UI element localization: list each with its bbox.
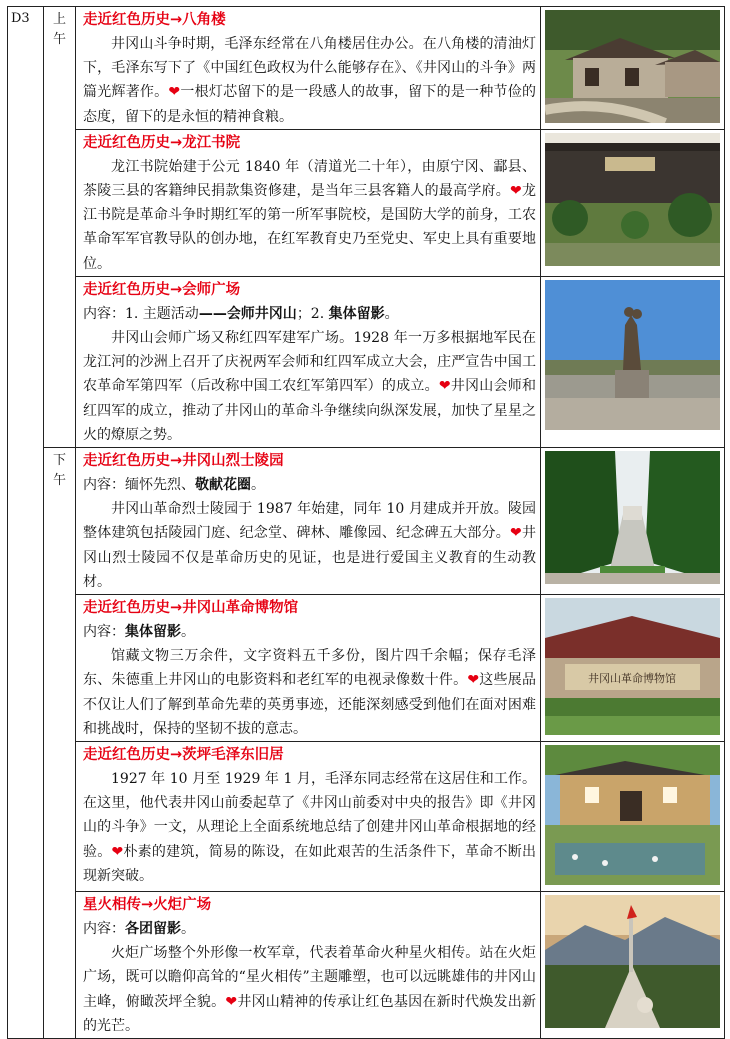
entry-title: 走近红色历史→井冈山革命博物馆: [83, 600, 299, 617]
entry-text-1: [76, 7, 541, 130]
entry-title: 走近红色历史→会师广场: [83, 281, 241, 298]
entry-photo-cell-2: [541, 129, 725, 276]
itinerary-table: [7, 6, 725, 1039]
entry-title: 走近红色历史→龙江书院: [83, 134, 241, 151]
former-residence-photo: [545, 745, 720, 885]
entry-body: 馆藏文物三万余件，文字资料五千多份，图片四千余幅；保存毛泽东、朱德重上井冈山的电影资料和老红军的电视录像数十件。❤这些展品不仅让人们了解到革命先辈的英勇事迹，还能深刻感受到他们在面对困难和挑战时，保持的坚韧不拔的意志。: [83, 648, 536, 737]
entry-photo-cell-5: [541, 595, 725, 742]
academy-courtyard-photo: [545, 133, 720, 266]
museum-entrance-photo: [545, 598, 720, 735]
entry-text-2: [76, 129, 541, 276]
torch-plaza-photo: [545, 895, 720, 1028]
entry-content-line: 内容：缅怀先烈、敬献花圈。: [83, 477, 265, 494]
museum-sign-text: 井冈山革命博物馆: [588, 672, 676, 686]
heart-icon: ❤: [510, 183, 522, 200]
entry-text-4: [76, 448, 541, 595]
entry-body: 1927 年 10 月至 1929 年 1 月，毛泽东同志经常在这居住和工作。在这里，他代表井冈山前委起草了《井冈山前委对中央的报告》即《井冈山的斗争》一文，从理论上全面系统地总结了创建井冈山革命根据地的经验。❤朴素的建筑，简易的陈设，在如此艰苦的生活条件下，革命不断出现新突破。: [83, 771, 536, 884]
entry-photo-cell-3: [541, 276, 725, 447]
heart-icon: ❤: [510, 525, 522, 542]
entry-text-7: [76, 892, 541, 1039]
old-house-photo: [545, 10, 720, 123]
entry-text-6: [76, 742, 541, 892]
day-cell: D3: [8, 7, 44, 1039]
heart-icon: ❤: [438, 378, 451, 395]
entry-body: 井冈山革命烈士陵园于 1987 年始建，同年 10 月建成并开放。陵园整体建筑包括陵园门庭、纪念堂、碑林、雕像园、纪念碑五大部分。❤井冈山烈士陵园不仅是革命历史的见证，也是进行爱国主义教育的生动教材。: [83, 501, 536, 590]
afternoon-cell: [44, 448, 76, 1039]
entry-title: 星火相传→火炬广场: [83, 897, 212, 914]
heart-icon: ❤: [225, 993, 238, 1010]
entry-photo-cell-6: [541, 742, 725, 892]
entry-body: 井冈山斗争时期，毛泽东经常在八角楼居住办公。在八角楼的清油灯下，毛泽东写下了《中国红色政权为什么能够存在》、《井冈山的斗争》两篇光辉著作。❤一根灯芯留下的是一段感人的故事，留下的是一种节俭的态度，留下的是永恒的精神食粮。: [83, 36, 536, 125]
entry-text-5: [76, 595, 541, 742]
morning-cell: [44, 7, 76, 448]
heart-icon: ❤: [467, 672, 480, 689]
heart-icon: ❤: [168, 84, 181, 101]
entry-body: 井冈山会师广场又称红四军建军广场。1928 年一万多根据地军民在龙江河的沙洲上召开了庆祝两军会师和红四军成立大会，庄严宣告中国工农革命军第四军（后改称中国工农红军第四军）的成立。❤井冈山会师和红四军的成立，推动了井冈山的革命斗争继续向纵深发展，加快了星星之火的燎原之势。: [83, 330, 536, 443]
entry-content-line: 内容：1. 主题活动——会师井冈山；2. 集体留影。: [83, 305, 399, 322]
cemetery-steps-photo: [545, 451, 720, 584]
entry-body: 龙江书院始建于公元 1840 年（清道光二十年），由原宁冈、酃县、茶陵三县的客籍绅民捐款集资修建，是当年三县客籍人的最高学府。❤龙江书院是革命斗争时期红军的第一所军事院校，是国防大学的前身，工农革命军军官教导队的创办地，在红军教育史乃至党史、军史上具有重要地位。: [83, 158, 536, 272]
entry-photo-cell-7: [541, 892, 725, 1039]
heart-icon: ❤: [111, 843, 124, 860]
afternoon-label: 下午: [53, 453, 67, 489]
entry-content-line: 内容：各团留影。: [83, 921, 195, 938]
entry-photo-cell-1: [541, 7, 725, 130]
entry-title: 走近红色历史→茨坪毛泽东旧居: [83, 747, 284, 764]
morning-label: 上午: [53, 12, 67, 47]
entry-text-3: [76, 276, 541, 447]
entry-title: 走近红色历史→八角楼: [83, 12, 226, 28]
entry-title: 走近红色历史→井冈山烈士陵园: [83, 453, 284, 470]
entry-content-line: 内容：集体留影。: [83, 624, 195, 641]
entry-body: 火炬广场整个外形像一枚军章，代表着革命火种星火相传。站在火炬广场，既可以瞻仰高耸的“星火相传”主题雕塑，也可以远眺雄伟的井冈山主峰，俯瞰茨坪全貌。❤井冈山精神的传承让红色基因在新时代焕发出新的光芒。: [83, 945, 536, 1034]
statue-plaza-photo: [545, 280, 720, 430]
entry-photo-cell-4: [541, 448, 725, 595]
